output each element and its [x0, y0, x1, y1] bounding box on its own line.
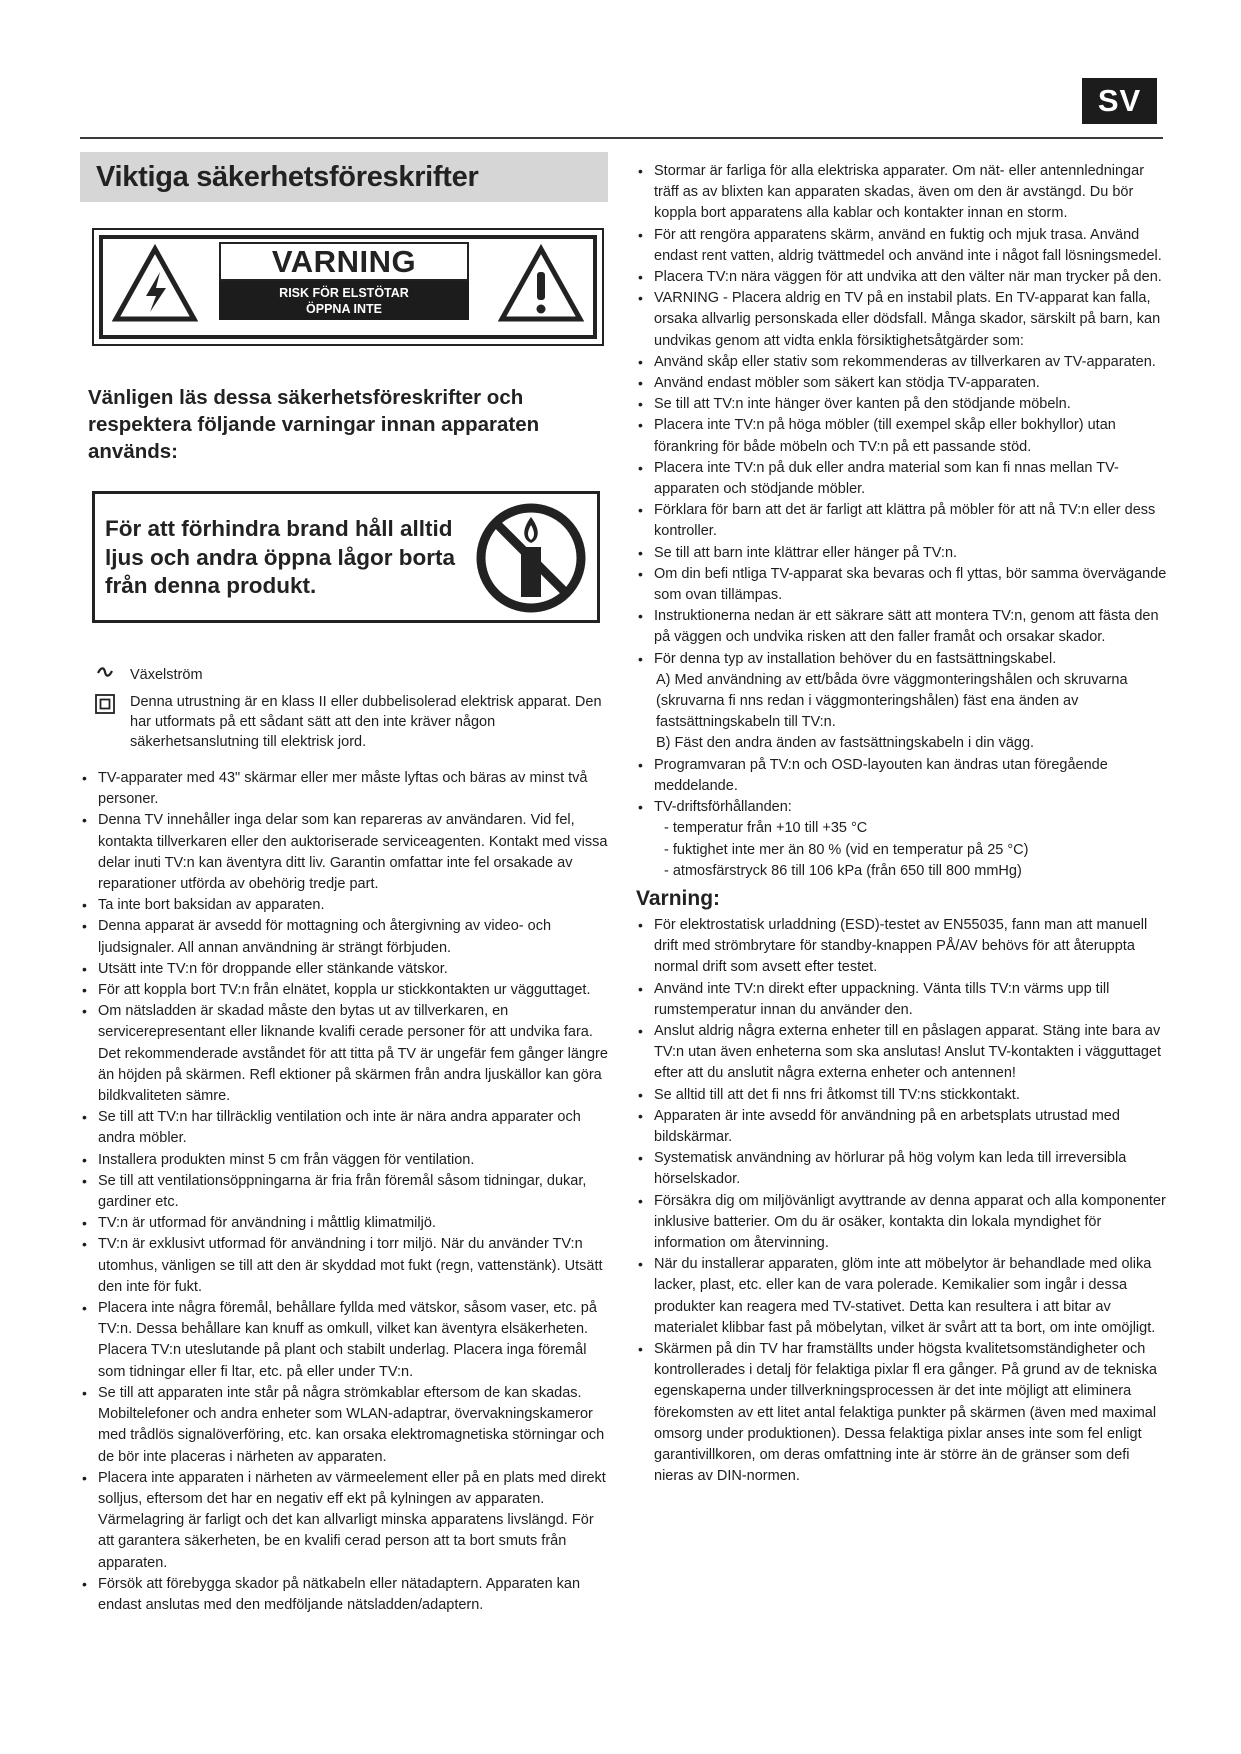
double-insulation-icon [80, 692, 130, 714]
software-note: • Programvaran på TV:n och OSD-layouten kan ändras utan föregående meddelande. [636, 755, 1168, 797]
warning-line-1: RISK FÖR ELSTÖTAR [279, 286, 409, 300]
list-item: • TV:n är exklusivt utformad för användning i torr miljö. När du använder TV:n utomhus, vänligen se till att den är skyddad mot fukt (regn, vattenstänk). Utsätt den inte för fukt. [80, 1234, 608, 1298]
high-voltage-triangle-icon [112, 244, 198, 324]
list-item: • Om din befi ntliga TV-apparat ska bevaras och fl yttas, bör samma övervägande som ovan tillämpas. [636, 564, 1168, 606]
list-item: • Se till att apparaten inte står på några strömkablar eftersom de kan skadas. Mobiltelefoner och andra enheter som WLAN-adaptrar, övervakningskameror med trådlös signalöverföring, etc. kan orsaka elektromagnetiska störningar och de bör inte placeras i närheten av apparaten. [80, 1383, 608, 1468]
list-item: • Placera inte TV:n på höga möbler (till exempel skåp eller bokhyllor) utan förankring för både möbeln och TV:n på ett passande stöd. [636, 415, 1168, 457]
left-bullet-list [80, 768, 608, 1616]
list-item: • Se till att TV:n inte hänger över kanten på den stödjande möbeln. [636, 394, 1168, 415]
list-item: • Instruktionerna nedan är ett säkrare sätt att montera TV:n, genom att fästa den på väggen och undvika risken att den faller framåt och orsakar skador. [636, 606, 1168, 648]
list-item: • Använd inte TV:n direkt efter uppackning. Vänta tills TV:n värms upp till rumstemperatur innan du använder den. [636, 979, 1168, 1021]
installation-item [636, 649, 1168, 755]
left-column [80, 152, 608, 1616]
list-item: • Om nätsladden är skadad måste den bytas ut av tillverkaren, en servicerepresentant eller liknande kvalifi cerade personer för att undvika fara. Det rekommenderade avståndet för att titta på TV är ungefär fem gånger längre än höjden på skärmen. Refl ektioner på skärmen från andra ljuskällor kan göra bildkvaliteten sämre. [80, 1001, 608, 1107]
symbol-row-ac [80, 665, 608, 685]
list-item: • Ta inte bort baksidan av apparaten. [80, 895, 608, 916]
lead-paragraph: Vänligen läs dessa säkerhetsföreskrifter och respektera följande varningar innan apparaten används: [88, 386, 540, 463]
condition-pressure: - atmosfärstryck 86 till 106 kPa (från 650 till 800 mmHg) [664, 862, 1022, 879]
list-item: • TV:n är utformad för användning i måttlig klimatmiljö. [80, 1213, 608, 1234]
condition-temperature: - temperatur från +10 till +35 °C [664, 820, 868, 837]
installation-step-a: A) Med användning av ett/båda övre väggmonteringshålen och skruvarna (skruvarna fi nns redan i väggmonteringshålen) fäst ena änden av fastsättningskabeln till TV:n. [656, 671, 1128, 731]
symbol-text-ac: Växelström [130, 667, 203, 683]
list-item: • Denna apparat är avsedd för mottagning och återgivning av video- och ljudsignaler. All annan användning är strängt förbjuden. [80, 916, 608, 958]
ac-wave-icon [80, 665, 130, 677]
list-item: • Se till att ventilationsöppningarna är fria från föremål såsom tidningar, dukar, gardiner etc. [80, 1171, 608, 1213]
fire-warning-text: För att förhindra brand håll alltid ljus och andra öppna lågor borta från denna produkt. [105, 516, 456, 598]
list-item: • Placera inte TV:n på duk eller andra material som kan fi nnas mellan TV-apparaten och stödjande möbler. [636, 458, 1168, 500]
exclamation-triangle-icon [498, 244, 584, 324]
varning-bullet-list [636, 915, 1168, 1487]
page-title: Viktiga säkerhetsföreskrifter [96, 160, 479, 193]
warning-title: VARNING [219, 242, 469, 281]
list-item: • Anslut aldrig några externa enheter till en påslagen apparat. Stäng inte bara av TV:n utan även enheterna som ska anslutas! Anslut TV-kontakten i vägguttaget efter att du anslutit några externa enheter och antennen! [636, 1021, 1168, 1085]
list-item: • Förklara för barn att det är farligt att klättra på möbler för att nå TV:n eller dess kontroller. [636, 500, 1168, 542]
list-item: • Placera TV:n nära väggen för att undvika att den välter när man trycker på den. [636, 267, 1168, 288]
conditions-intro: TV-driftsförhållanden: [654, 799, 792, 816]
language-badge: SV [1082, 78, 1157, 124]
list-item: • Utsätt inte TV:n för droppande eller stänkande vätskor. [80, 959, 608, 980]
list-item: • För att rengöra apparatens skärm, använd en fuktig och mjuk trasa. Använd endast rent vatten, aldrig tvättmedel och använd inte i något fall lösningsmedel. [636, 225, 1168, 267]
list-item: • Placera inte några föremål, behållare fyllda med vätskor, såsom vaser, etc. på TV:n. Dessa behållare kan knuff as omkull, vilket kan äventyra elsäkerheten. Placera TV:n uteslutande på plant och stabilt underlag. Placera inga föremål som tidningar eller fi ltar, etc. på eller under TV:n. [80, 1298, 608, 1383]
symbol-legend [80, 665, 608, 752]
varning-heading: Varning: [636, 886, 721, 910]
list-item: • Systematisk användning av hörlurar på hög volym kan leda till irreversibla hörselskador. [636, 1148, 1168, 1190]
list-item: • Denna TV innehåller inga delar som kan repareras av användaren. Vid fel, kontakta tillverkaren eller den auktoriserade serviceagenten. Kontakt med vissa delar inuti TV:n kan äventyra ditt liv. Garantin omfattar inte fel orsakade av reparationer utförda av obehörig tredje part. [80, 810, 608, 895]
list-item: • Apparaten är inte avsedd för användning på en arbetsplats utrustad med bildskärmar. [636, 1106, 1168, 1148]
installation-intro: För denna typ av installation behöver du en fastsättningskabel. [654, 650, 1057, 667]
top-divider [80, 137, 1163, 139]
title-band [80, 152, 608, 202]
right-bullet-list [636, 161, 1168, 882]
list-item: • Försäkra dig om miljövänligt avyttrande av denna apparat och alla komponenter inklusive batterier. Om du är osäker, kontakta din lokala myndighet för information om återvinning. [636, 1191, 1168, 1255]
list-item: • Stormar är farliga för alla elektriska apparater. Om nät- eller antennledningar träff as av blixten kan apparaten skadas, även om den är avstängd. Du bör koppla bort apparatens alla kablar och kontakter innan en storm. [636, 161, 1168, 225]
symbol-row-class2 [80, 692, 608, 752]
installation-step-b: B) Fäst den andra änden av fastsättningskabeln i din vägg. [656, 735, 1035, 752]
conditions-item [636, 797, 1168, 882]
list-item: • Försök att förebygga skador på nätkabeln eller nätadaptern. Apparaten kan endast anslutas med den medföljande nätsladden/adaptern. [80, 1574, 608, 1616]
list-item: • Använd skåp eller stativ som rekommenderas av tillverkaren av TV-apparaten. [636, 352, 1168, 373]
list-item: • Skärmen på din TV har framställts under högsta kvalitetsomständigheter och kontrollerades i detalj för felaktiga pixlar fl era gånger. På grund av de tekniska egenskaperna under tillverkningsprocessen är det inte möjligt att eliminera förekomsten av ett litet antal felaktiga punkter på skärmen (även med maximal omsorg under produktionen). Dessa felaktiga pixlar anses inte som fel enligt garantivillkoren, om deras omfattning inte är större än de gränser som defi nieras av DIN-normen. [636, 1339, 1168, 1487]
list-item: • När du installerar apparaten, glöm inte att möbelytor är behandlade med olika lacker, plast, etc. eller kan de vara polerade. Kemikalier som ingår i dessa produkter kan reagera med TV-stativet. Detta kan resultera i att bitar av materialet klibbar fast på möbelytan, vilket är svårt att ta bort, om inte omöjligt. [636, 1254, 1168, 1339]
warning-subtitle [219, 281, 469, 320]
warning-label-text [219, 242, 469, 320]
list-item: • Se till att TV:n har tillräcklig ventilation och inte är nära andra apparater och andra möbler. [80, 1107, 608, 1149]
warning-line-2: ÖPPNA INTE [306, 302, 382, 316]
list-item: • Installera produkten minst 5 cm från väggen för ventilation. [80, 1150, 608, 1171]
list-item: • För att koppla bort TV:n från elnätet, koppla ur stickkontakten ur vägguttaget. [80, 980, 608, 1001]
right-column [636, 161, 1168, 1487]
list-item: • Se alltid till att det fi nns fri åtkomst till TV:ns stickkontakt. [636, 1085, 1168, 1106]
symbol-text-class2: Denna utrustning är en klass II eller dubbelisolerad elektrisk apparat. Den har utformats på ett sådant sätt att den inte kräver någon säkerhetsanslutning till elektrisk jord. [130, 694, 602, 750]
fire-warning-box [92, 491, 600, 623]
list-item: • TV-apparater med 43" skärmar eller mer måste lyftas och bäras av minst två personer. [80, 768, 608, 810]
list-item: • Se till att barn inte klättrar eller hänger på TV:n. [636, 543, 1168, 564]
list-item: • För elektrostatisk urladdning (ESD)-testet av EN55035, fann man att manuell drift med strömbrytare för standby-knappen PÅ/AV behövs för att återuppta normal drift som avsett efter testet. [636, 915, 1168, 979]
list-item: • Använd endast möbler som säkert kan stödja TV-apparaten. [636, 373, 1168, 394]
condition-humidity: - fuktighet inte mer än 80 % (vid en temperatur på 25 °C) [664, 841, 1029, 858]
list-item: • Placera inte apparaten i närheten av värmeelement eller på en plats med direkt solljus, eftersom det har en negativ eff ekt på kylningen av apparaten. Värmelagring är farligt och det kan allvarligt minska apparatens livslängd. För att garantera säkerheten, be en kvalifi cerad person att ta bort smuts från apparaten. [80, 1468, 608, 1574]
list-item: • VARNING - Placera aldrig en TV på en instabil plats. En TV-apparat kan falla, orsaka allvarlig personskada eller dödsfall. Många skador, särskilt på barn, kan undvikas genom att vidta enkla försiktighetsåtgärder som: [636, 288, 1168, 352]
no-open-flame-icon [474, 501, 588, 615]
warning-label [92, 228, 604, 346]
